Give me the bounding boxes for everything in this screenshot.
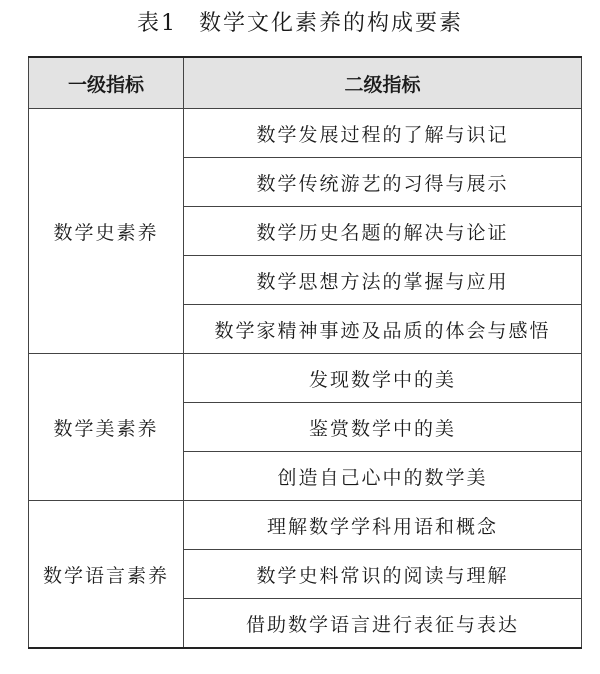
- secondary-indicator: 数学家精神事迹及品质的体会与感悟: [184, 305, 582, 354]
- primary-indicator-history: 数学史素养: [29, 109, 184, 354]
- secondary-indicator: 鉴赏数学中的美: [184, 403, 582, 452]
- secondary-indicator: 数学传统游艺的习得与展示: [184, 158, 582, 207]
- secondary-indicator: 数学发展过程的了解与识记: [184, 109, 582, 158]
- table-row: [29, 501, 582, 550]
- table-row: [29, 354, 582, 403]
- secondary-indicator: 数学历史名题的解决与论证: [184, 207, 582, 256]
- secondary-indicator: 数学思想方法的掌握与应用: [184, 256, 582, 305]
- secondary-indicator: 发现数学中的美: [184, 354, 582, 403]
- primary-indicator-language: 数学语言素养: [29, 501, 184, 649]
- secondary-indicator: 数学史料常识的阅读与理解: [184, 550, 582, 599]
- factors-table: [28, 56, 582, 649]
- header-row: [29, 57, 582, 109]
- header-secondary-indicator: 二级指标: [184, 57, 582, 109]
- secondary-indicator: 理解数学学科用语和概念: [184, 501, 582, 550]
- secondary-indicator: 创造自己心中的数学美: [184, 452, 582, 501]
- secondary-indicator: 借助数学语言进行表征与表达: [184, 599, 582, 649]
- header-primary-indicator: 一级指标: [29, 57, 184, 109]
- table-row: [29, 109, 582, 158]
- table-title: 数学文化素养的构成要素: [198, 11, 463, 36]
- primary-indicator-beauty: 数学美素养: [29, 354, 184, 501]
- table-number: 表1: [136, 11, 177, 36]
- table-caption: [0, 6, 600, 42]
